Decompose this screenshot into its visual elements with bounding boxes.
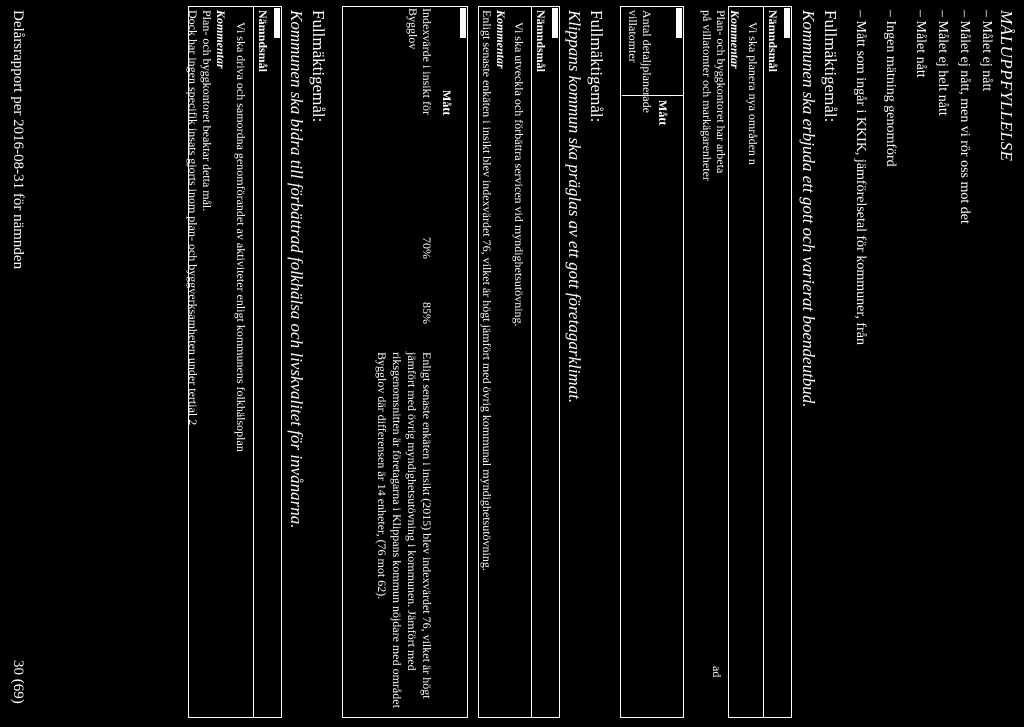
section3-comment-line-2: Dock har ingen specifik insats gjorts inom plan- och byggverksamheten under tertial 2 [186, 10, 200, 426]
section3-comment-line-1: Plan- och byggkontoret beaktar detta mål. [200, 10, 214, 212]
section2-measure-line-1: Indexvärde i insikt för [420, 8, 434, 115]
section2-measure-bar [460, 8, 466, 38]
section3-board-goal-text: Vi ska driva och samordna genomförandet av aktiviteter enligt kommunens folkhälsoplan [234, 22, 248, 452]
section3-header-bar [274, 8, 280, 38]
legend-item-not-reached: – Målet ej nått [979, 10, 994, 92]
section1-measure-header: Mått [656, 100, 670, 126]
section2-target-value: 70% [420, 237, 434, 259]
legend-item-reached: – Målet nått [913, 10, 928, 78]
section1-measure-line-2: villatomter [626, 10, 640, 63]
section3-board-goal-header: Nämndsmål [256, 10, 270, 73]
section1-measure-bar [676, 8, 682, 38]
section2-header-bar [552, 8, 558, 38]
section2-goal: Klippans kommun ska präglas av ett gott företagarklimat. [565, 10, 584, 404]
legend-item-no-measurement: – Ingen mätning genomförd [883, 10, 898, 167]
section1-measure-line-1: Antal detaljplanerade [640, 10, 654, 113]
section3-comment-header: Kommentar [214, 10, 228, 69]
section2-measure-header: Mått [440, 90, 454, 116]
section1-header-bar [784, 8, 790, 38]
section1-divider [763, 6, 764, 718]
section2-divider [531, 6, 532, 718]
section1-comment-line-2: på villatomter och markägarenheter [700, 10, 714, 181]
section2-outcome-value: 85% [420, 302, 434, 324]
section1-label: Fullmäktigemål: [821, 10, 840, 123]
section3-label: Fullmäktigemål: [309, 10, 328, 123]
section2-comment-text: Enligt senaste enkäten i insikt blev indexvärdet 76, vilket är högt jämfört med övrig kommunal myndighetsutövning. [480, 10, 494, 571]
section2-comment-header: Kommentar [494, 10, 508, 69]
section1-comment-fragment: ad [710, 666, 724, 678]
section3-divider [253, 6, 254, 718]
section1-comment-line-1: Plan- och byggkontoret har arbeta [714, 10, 728, 174]
section1-board-goal-header: Nämndsmål [766, 10, 780, 73]
page-heading: MÅLUPPFYLLELSE [997, 10, 1016, 162]
footer-report-title: Delårsrapport per 2016-08-31 för nämnden [10, 10, 26, 270]
legend-item-kkik: – Mått som ingår i KKIK, jämförelsetal för kommuner, från [853, 10, 868, 345]
section2-board-goal-header: Nämndsmål [534, 10, 548, 73]
section2-measure-line-2: Bygglov [406, 8, 420, 50]
legend-item-partly-reached: – Målet ej helt nått [935, 10, 950, 116]
legend-item-moving-toward: – Målet ej nått, men vi rör oss mot det [957, 10, 972, 224]
section2-measure-comment: Enligt senaste enkäten i insikt (2015) blev indexvärdet 76, vilket är högt jämfört med övrig myndighetsutövning i kommunen. Jämfört med riksgenomsnitten är företagarna i Klippans kommun nöjdare med området Bygglov där differensen är 14 enheter, (76 mot 62). [375, 352, 434, 708]
section2-label: Fullmäktigemål: [587, 10, 606, 123]
section1-goal: Kommunen ska erbjuda ett gott och varierat boendeutbud. [799, 10, 818, 408]
section3-goal: Kommunen ska bidra till förbättrad folkhälsa och livskvalitet för invånarna. [287, 10, 306, 529]
section2-board-goal-text: Vi ska utveckla och förbättra servicen vid myndighetsutövning. [512, 22, 526, 327]
section1-goal-box [728, 6, 792, 718]
section1-comment-header: Kommentar [728, 10, 742, 69]
footer-page-number: 30 (69) [10, 660, 26, 704]
section1-board-goal-text: Vi ska planera nya områden n [746, 22, 760, 165]
